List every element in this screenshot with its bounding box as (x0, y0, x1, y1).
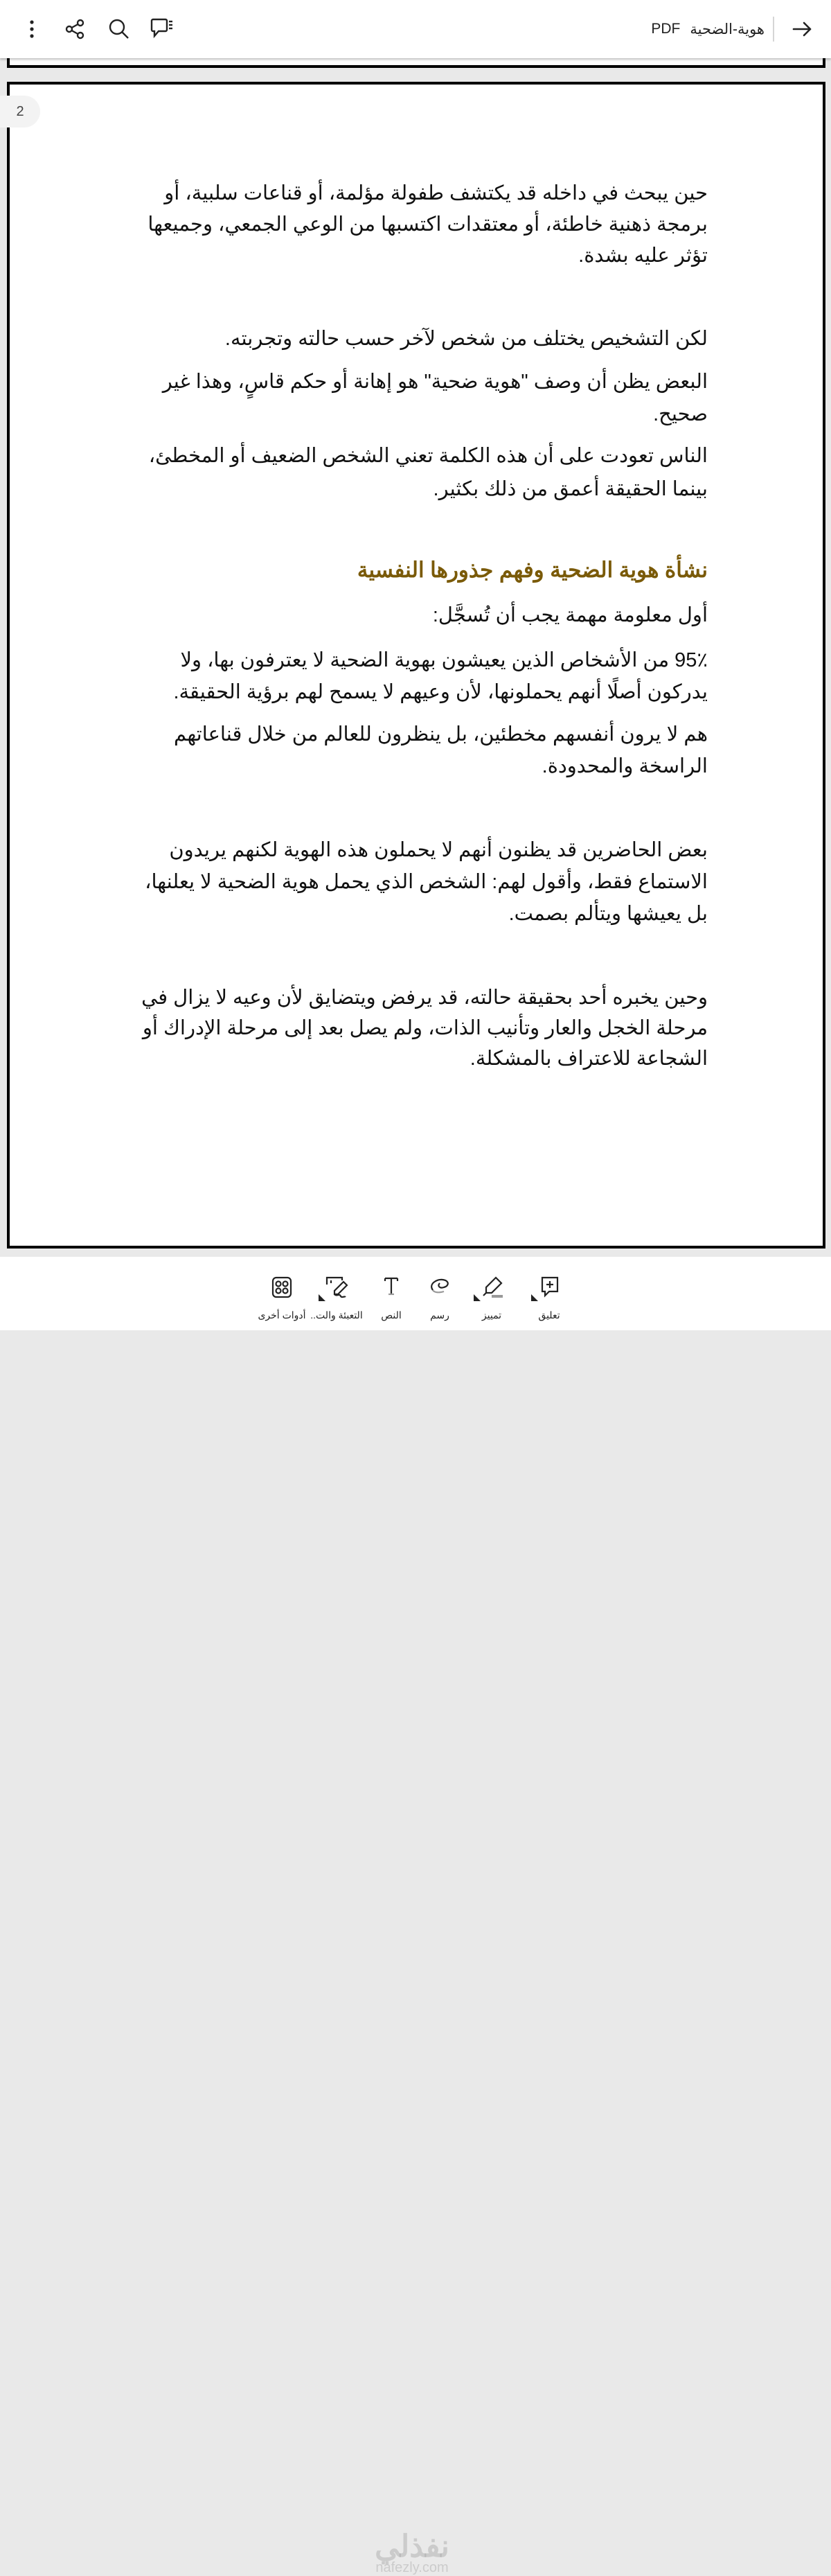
submenu-indicator-icon (319, 1294, 325, 1301)
paragraph: أول معلومة مهمة يجب أن تُسجَّل: (432, 604, 708, 626)
tool-label: تعليق (538, 1309, 560, 1321)
fill-sign-icon (323, 1273, 350, 1301)
tool-label: تمييز (481, 1309, 502, 1321)
tool-label: رسم (430, 1309, 449, 1321)
paragraph: البعض يظن أن وصف "هوية ضحية" هو إهانة أو حكم قاسٍ، وهذا غير صحيح. (162, 371, 708, 425)
paragraph: لكن التشخيص يختلف من شخص لآخر حسب حالته وتجربته. (224, 328, 708, 350)
paragraph: 95٪ من الأشخاص الذين يعيشون بهوية الضحية لا يعترفون بها، ولا يدركون أصلًا أنهم يحملونها، لأن وعيهم لا يسمح لهم برؤية الحقيقة. (173, 649, 708, 703)
paragraph: وحين يخبره أحد بحقيقة حالته، قد يرفض ويتضايق لأن وعيه لا يزال في مرحلة الخجل والعار وتأنيب الذات، ولم يصل بعد إلى مرحلة الإدراك أو الشجاعة للاعتراف بالمشكلة. (141, 987, 708, 1070)
tool-label: النص (381, 1309, 402, 1321)
paragraph: بعض الحاضرين قد يظنون أنهم لا يحملون هذه الهوية لكنهم يريدون الاستماع فقط، وأقول لهم: الشخص الذي يحمل هوية الضحية لا يعلنها، بل يعيشها ويتألم بصمت. (145, 839, 708, 925)
search-icon (107, 17, 131, 41)
section-heading: نشأة هوية الضحية وفهم جذورها النفسية (357, 558, 708, 582)
share-button[interactable] (61, 15, 89, 43)
tool-comment[interactable] (518, 1273, 580, 1321)
more-options-button[interactable] (18, 15, 46, 43)
annotation-toolbar (0, 1257, 831, 2575)
tool-more[interactable] (251, 1273, 313, 1321)
back-button[interactable] (788, 15, 816, 43)
paragraph: حين يبحث في داخله قد يكتشف طفولة مؤلمة، أو قناعات سلبية، أو برمجة ذهنية خاطئة، أو معتقدات اكتسبها من الوعي الجمعي، وجميعها تؤثر عليه بشدة. (148, 182, 708, 267)
highlighter-icon (478, 1273, 506, 1301)
file-type-label: PDF (651, 21, 681, 37)
share-icon (63, 17, 87, 41)
text-icon (377, 1273, 405, 1301)
more-tools-grid-icon (268, 1273, 296, 1301)
comments-list-icon (150, 17, 175, 42)
file-name-label: هوية-الضحية (690, 21, 765, 37)
header-divider (773, 17, 774, 42)
paragraph: الناس تعودت على أن هذه الكلمة تعني الشخص الضعيف أو المخطئ، بينما الحقيقة أعمق من ذلك بكثير. (148, 445, 708, 500)
comments-button[interactable] (148, 15, 176, 43)
back-arrow-icon (791, 18, 813, 40)
submenu-indicator-icon (474, 1294, 481, 1301)
previous-page-edge (7, 58, 825, 68)
tool-label: أدوات أخرى (258, 1309, 306, 1321)
page-number-badge: 2 (0, 96, 40, 127)
tool-label: التعبئة والت.. (310, 1309, 363, 1321)
watermark: نفذلي nafezly.com (375, 2530, 449, 2575)
add-comment-icon (535, 1273, 563, 1301)
document-title (651, 17, 765, 42)
more-vertical-icon (24, 18, 40, 40)
paragraph: هم لا يرون أنفسهم مخطئين، بل ينظرون للعالم من خلال قناعاتهم الراسخة والمحدودة. (174, 723, 708, 777)
draw-lasso-icon (426, 1273, 454, 1301)
top-app-bar (0, 0, 831, 58)
tool-fill-sign[interactable] (305, 1273, 368, 1321)
tool-text[interactable] (360, 1273, 422, 1321)
submenu-indicator-icon (531, 1294, 538, 1301)
search-button[interactable] (105, 15, 133, 43)
